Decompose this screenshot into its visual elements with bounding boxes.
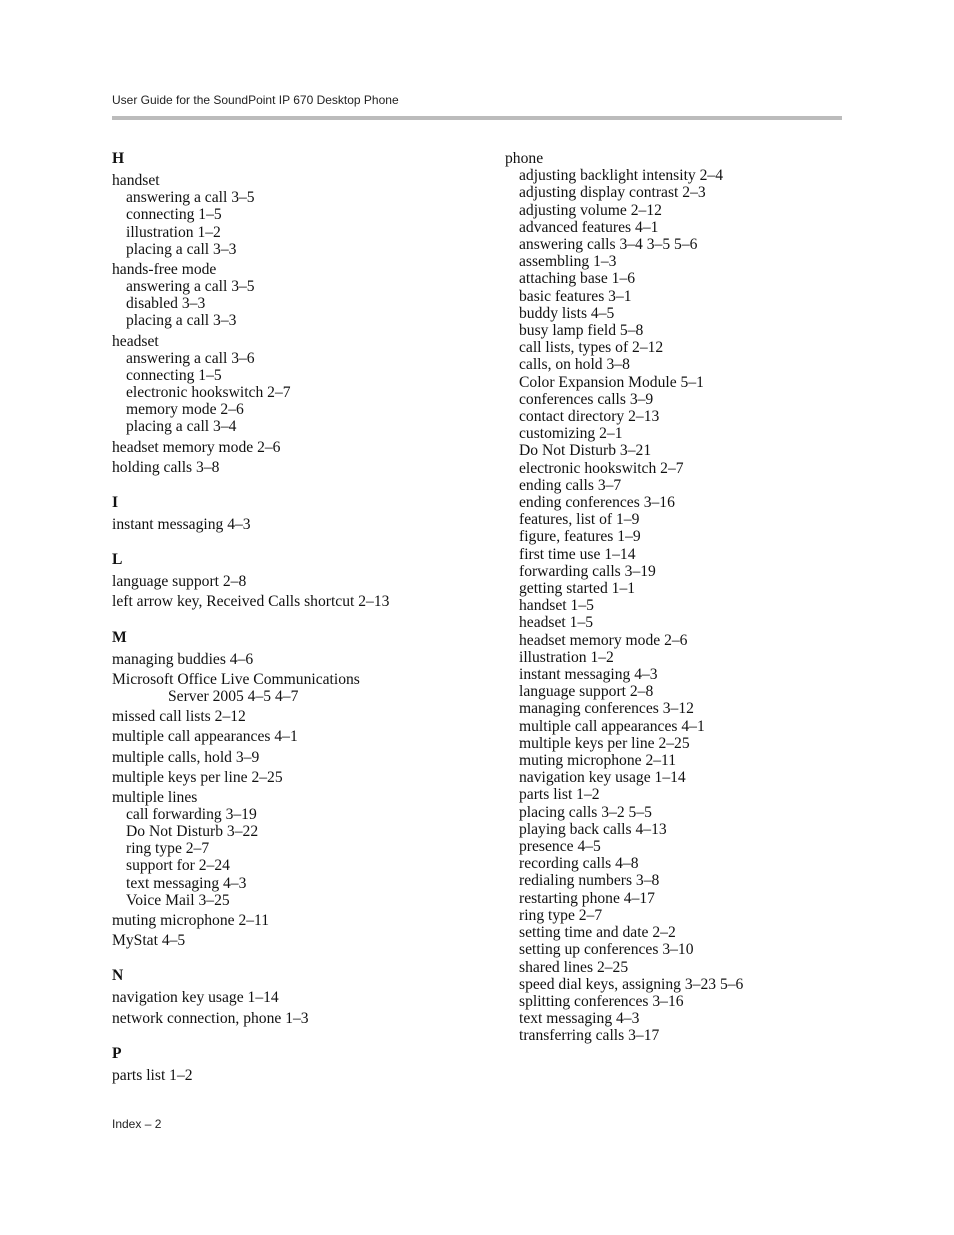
index-term: hands-free mode bbox=[112, 260, 217, 278]
index-subentry: placing a call 3–3 bbox=[126, 312, 237, 330]
index-subentry: text messaging 4–3 bbox=[126, 874, 247, 892]
index-subentry: ending calls 3–7 bbox=[519, 476, 622, 494]
index-subentry: multiple call appearances 4–1 bbox=[519, 717, 705, 735]
index-section-letter: L bbox=[112, 551, 123, 569]
index-term: MyStat 4–5 bbox=[112, 932, 186, 950]
index-subentry: connecting 1–5 bbox=[126, 206, 222, 224]
index-subentry: figure, features 1–9 bbox=[519, 528, 641, 546]
index-subentry: buddy lists 4–5 bbox=[519, 304, 615, 322]
index-subentry: transferring calls 3–17 bbox=[519, 1027, 660, 1045]
index-subentry: electronic hookswitch 2–7 bbox=[519, 459, 684, 477]
index-term: language support 2–8 bbox=[112, 573, 247, 591]
index-entry bbox=[112, 749, 482, 766]
index-term: Microsoft Office Live Communications bbox=[112, 670, 360, 688]
index-entry bbox=[112, 789, 482, 909]
index-subentry: splitting conferences 3–16 bbox=[519, 992, 684, 1010]
index-term: multiple call appearances 4–1 bbox=[112, 728, 298, 746]
index-entry bbox=[112, 261, 482, 330]
index-term: parts list 1–2 bbox=[112, 1066, 193, 1084]
index-left-column bbox=[112, 150, 482, 1084]
index-subentry: instant messaging 4–3 bbox=[519, 666, 658, 684]
index-subentry: text messaging 4–3 bbox=[519, 1010, 640, 1028]
index-term: left arrow key, Received Calls shortcut 2–13 bbox=[112, 593, 390, 611]
index-subentry: Voice Mail 3–25 bbox=[126, 891, 230, 909]
index-term: muting microphone 2–11 bbox=[112, 911, 270, 929]
index-entry bbox=[112, 728, 482, 745]
index-section-letter: N bbox=[112, 967, 124, 985]
index-subentry: ring type 2–7 bbox=[519, 906, 603, 924]
index-subentry: language support 2–8 bbox=[519, 683, 654, 701]
index-subentry: call lists, types of 2–12 bbox=[519, 339, 664, 357]
index-entry bbox=[112, 651, 482, 668]
index-subentry: support for 2–24 bbox=[126, 857, 230, 875]
index-term-continuation: Server 2005 4–5 4–7 bbox=[168, 688, 299, 706]
index-entry bbox=[112, 932, 482, 949]
index-subentry: adjusting volume 2–12 bbox=[519, 201, 662, 219]
index-entry bbox=[112, 439, 482, 456]
index-subentry: managing conferences 3–12 bbox=[519, 700, 694, 718]
index-subentry: ring type 2–7 bbox=[126, 840, 210, 858]
index-subentry: shared lines 2–25 bbox=[519, 958, 629, 976]
page-footer: Index – 2 bbox=[112, 1117, 162, 1131]
index-subentry: recording calls 4–8 bbox=[519, 855, 639, 873]
index-subentry: redialing numbers 3–8 bbox=[519, 872, 660, 890]
index-term: headset bbox=[112, 332, 159, 350]
index-term: instant messaging 4–3 bbox=[112, 515, 251, 533]
index-section-letter: M bbox=[112, 628, 127, 646]
index-subentry: features, list of 1–9 bbox=[519, 511, 640, 529]
index-subentry: placing a call 3–3 bbox=[126, 240, 237, 258]
index-section-letter: P bbox=[112, 1044, 122, 1062]
index-subentry: ending conferences 3–16 bbox=[519, 494, 675, 512]
index-subentry: disabled 3–3 bbox=[126, 295, 206, 313]
index-section-letter: H bbox=[112, 150, 125, 167]
index-entry bbox=[112, 708, 482, 725]
index-subentry: Do Not Disturb 3–21 bbox=[519, 442, 652, 460]
index-entry bbox=[112, 459, 482, 476]
index-subentry: adjusting display contrast 2–3 bbox=[519, 184, 706, 202]
index-entry bbox=[112, 671, 482, 705]
index-term: missed call lists 2–12 bbox=[112, 708, 246, 726]
index-entry bbox=[112, 912, 482, 929]
running-head: User Guide for the SoundPoint IP 670 Desktop Phone bbox=[112, 93, 399, 107]
index-subentry: headset 1–5 bbox=[519, 614, 594, 632]
index-subentry: multiple keys per line 2–25 bbox=[519, 734, 690, 752]
index-term: navigation key usage 1–14 bbox=[112, 989, 279, 1007]
index-subentry: electronic hookswitch 2–7 bbox=[126, 384, 291, 402]
index-subentry: adjusting backlight intensity 2–4 bbox=[519, 167, 723, 185]
index-entry bbox=[112, 573, 482, 590]
index-entry bbox=[112, 593, 482, 610]
index-term: handset bbox=[112, 172, 160, 190]
index-subentry: Color Expansion Module 5–1 bbox=[519, 373, 704, 391]
index-subentry: answering calls 3–4 3–5 5–6 bbox=[519, 235, 698, 253]
index-term: multiple lines bbox=[112, 788, 198, 806]
index-term: multiple calls, hold 3–9 bbox=[112, 748, 260, 766]
index-subentry: illustration 1–2 bbox=[519, 648, 614, 666]
index-subentry: basic features 3–1 bbox=[519, 287, 632, 305]
index-entry bbox=[112, 1010, 482, 1027]
index-subentry: parts list 1–2 bbox=[519, 786, 600, 804]
index-term: managing buddies 4–6 bbox=[112, 650, 254, 668]
index-term: holding calls 3–8 bbox=[112, 458, 220, 476]
index-subentry: conferences calls 3–9 bbox=[519, 390, 654, 408]
index-subentry: calls, on hold 3–8 bbox=[519, 356, 630, 374]
index-entry bbox=[112, 989, 482, 1006]
header-rule bbox=[112, 116, 842, 120]
index-subentry: playing back calls 4–13 bbox=[519, 820, 667, 838]
index-subentry: handset 1–5 bbox=[519, 597, 594, 615]
index-entry bbox=[112, 516, 482, 533]
index-subentry: placing a call 3–4 bbox=[126, 418, 237, 436]
index-term: headset memory mode 2–6 bbox=[112, 438, 281, 456]
index-subentry: speed dial keys, assigning 3–23 5–6 bbox=[519, 975, 744, 993]
index-subentry: contact directory 2–13 bbox=[519, 408, 660, 425]
index-subentry: setting time and date 2–2 bbox=[519, 924, 676, 942]
index-subentry: call forwarding 3–19 bbox=[126, 806, 257, 823]
index-section-letter: I bbox=[112, 493, 119, 511]
index-subentry: answering a call 3–5 bbox=[126, 189, 255, 207]
index-subentry: assembling 1–3 bbox=[519, 253, 617, 271]
index-entry bbox=[112, 769, 482, 786]
index-term: multiple keys per line 2–25 bbox=[112, 768, 283, 786]
index-entry bbox=[112, 172, 482, 258]
index-subentry: presence 4–5 bbox=[519, 838, 601, 856]
index-subentry: answering a call 3–6 bbox=[126, 349, 255, 367]
index-subentry: forwarding calls 3–19 bbox=[519, 562, 656, 580]
index-subentry: getting started 1–1 bbox=[519, 580, 636, 598]
index-subentry: answering a call 3–5 bbox=[126, 278, 255, 296]
index-subentry: customizing 2–1 bbox=[519, 425, 623, 443]
index-entry bbox=[112, 333, 482, 436]
index-subentry: connecting 1–5 bbox=[126, 366, 222, 384]
index-subentry: muting microphone 2–11 bbox=[519, 752, 677, 770]
index-subentry: placing calls 3–2 5–5 bbox=[519, 803, 652, 821]
index-subentry: Do Not Disturb 3–22 bbox=[126, 823, 259, 841]
index-entry bbox=[112, 1067, 482, 1084]
index-term: network connection, phone 1–3 bbox=[112, 1009, 309, 1027]
index-subentry: setting up conferences 3–10 bbox=[519, 941, 694, 959]
index-subentry: illustration 1–2 bbox=[126, 223, 221, 241]
index-subentry: first time use 1–14 bbox=[519, 545, 636, 563]
index-subentry: memory mode 2–6 bbox=[126, 401, 244, 419]
index-subentry: restarting phone 4–17 bbox=[519, 889, 655, 907]
index-subentry: advanced features 4–1 bbox=[519, 218, 659, 236]
index-subentry: attaching base 1–6 bbox=[519, 270, 636, 288]
index-subentry: navigation key usage 1–14 bbox=[519, 769, 686, 787]
index-subentry: busy lamp field 5–8 bbox=[519, 321, 644, 339]
index-term: phone bbox=[505, 150, 544, 167]
index-subentry: headset memory mode 2–6 bbox=[519, 631, 688, 649]
index-right-column bbox=[505, 150, 845, 1045]
